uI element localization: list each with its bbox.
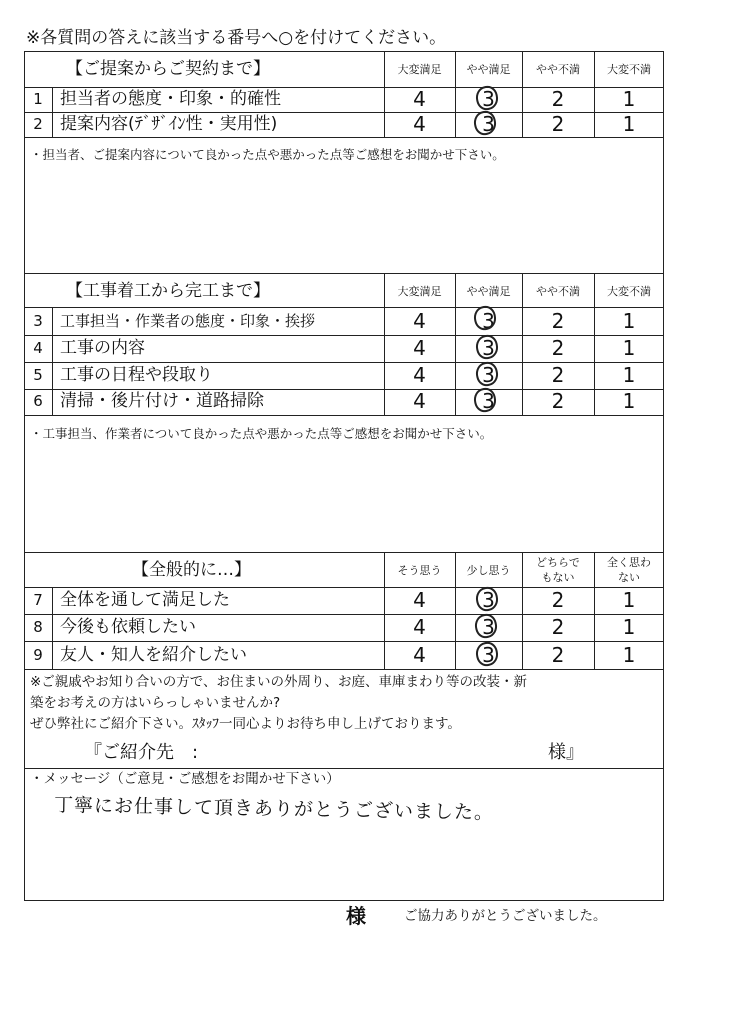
section2-comment-area[interactable]: [26, 446, 662, 549]
score-option-2[interactable]: 2: [551, 112, 565, 136]
section3-header-neutral-line2: もない: [541, 571, 575, 584]
referral-text-line2: 築をお考えの方はいらっしゃいませんか?: [30, 695, 281, 711]
section2-header-somewhat-dissatisfied: やや不満: [536, 285, 580, 298]
section3-title: 【全般的に…】: [132, 560, 251, 580]
footer-sama: 様: [346, 904, 366, 928]
score-option-1[interactable]: 1: [622, 363, 636, 387]
score-option-3[interactable]: 3: [482, 615, 495, 639]
section1-header-very-dissatisfied: 大変不満: [607, 63, 651, 76]
score-option-3[interactable]: 3: [482, 87, 495, 111]
score-option-1[interactable]: 1: [622, 87, 636, 111]
question-number: 6: [33, 392, 43, 410]
score-option-2[interactable]: 2: [551, 363, 565, 387]
score-option-2[interactable]: 2: [551, 588, 565, 612]
section3-header-disagree-line2: ない: [618, 571, 640, 584]
question-label: 友人・知人を紹介したい: [60, 645, 247, 665]
score-option-1[interactable]: 1: [622, 643, 636, 667]
question-label: 提案内容(ﾃﾞｻﾞｲﾝ性・実用性): [60, 114, 278, 134]
score-option-3[interactable]: 3: [482, 643, 495, 667]
score-option-4[interactable]: 4: [413, 363, 426, 387]
question-label: 全体を通して満足した: [60, 590, 230, 610]
score-option-4[interactable]: 4: [413, 643, 426, 667]
section3-header-agree: そう思う: [397, 564, 442, 577]
handwritten-message[interactable]: 丁寧にお仕事して頂きありがとうございました。: [53, 794, 495, 824]
referral-text-line1: ※ご親戚やお知り合いの方で、お住まいの外周り、お庭、車庫まわり等の改装・新: [30, 674, 528, 690]
score-option-1[interactable]: 1: [622, 336, 636, 360]
question-label: 清掃・後片付け・道路掃除: [60, 391, 264, 411]
referral-suffix: 様』: [548, 742, 584, 763]
referral-label: 『ご紹介先 :: [84, 742, 199, 763]
referral-text-line3: ぜひ弊社にご紹介下さい。ｽﾀｯﾌ一同心よりお待ち申し上げております。: [30, 716, 461, 732]
question-number: 8: [33, 618, 43, 636]
section3-header-somewhat-agree: 少し思う: [466, 564, 511, 577]
question-number: 5: [33, 366, 43, 384]
question-label: 工事担当・作業者の態度・印象・挨拶: [60, 312, 316, 330]
score-option-3[interactable]: 3: [482, 309, 495, 333]
question-label: 工事の日程や段取り: [60, 365, 213, 385]
section1-header-very-satisfied: 大変満足: [397, 63, 442, 76]
score-option-1[interactable]: 1: [622, 112, 636, 136]
question-label: 担当者の態度・印象・的確性: [60, 89, 281, 109]
question-number: 1: [33, 90, 43, 108]
section2-comment-prompt: ・工事担当、作業者について良かった点や悪かった点等ご感想をお聞かせ下さい。: [30, 426, 493, 441]
question-number: 4: [33, 339, 43, 357]
section3-header-neutral-line1: どちらで: [536, 556, 580, 569]
message-label: ・メッセージ（ご意見・ご感想をお聞かせ下さい）: [30, 771, 340, 787]
score-option-3[interactable]: 3: [482, 336, 495, 360]
score-option-2[interactable]: 2: [551, 389, 565, 413]
score-option-4[interactable]: 4: [413, 87, 426, 111]
question-number: 3: [33, 312, 43, 330]
section2-title: 【工事着工から完工まで】: [66, 281, 270, 301]
score-option-2[interactable]: 2: [551, 336, 565, 360]
question-number: 9: [33, 646, 43, 664]
score-option-4[interactable]: 4: [413, 615, 426, 639]
score-option-3[interactable]: 3: [482, 363, 495, 387]
footer-thanks: ご協力ありがとうございました。: [404, 908, 607, 924]
score-option-3[interactable]: 3: [482, 112, 495, 136]
score-option-1[interactable]: 1: [622, 389, 636, 413]
section2-header-somewhat-satisfied: やや満足: [466, 285, 511, 298]
section1-comment-area[interactable]: [26, 166, 662, 270]
score-option-4[interactable]: 4: [413, 309, 426, 333]
section1-title: 【ご提案からご契約まで】: [66, 59, 270, 79]
score-option-1[interactable]: 1: [622, 309, 636, 333]
score-option-4[interactable]: 4: [413, 336, 426, 360]
section1-header-somewhat-dissatisfied: やや不満: [536, 63, 580, 76]
score-option-2[interactable]: 2: [551, 87, 565, 111]
section1-header-somewhat-satisfied: やや満足: [466, 63, 511, 76]
section2-header-very-dissatisfied: 大変不満: [607, 285, 651, 298]
score-option-4[interactable]: 4: [413, 112, 426, 136]
score-option-2[interactable]: 2: [551, 615, 565, 639]
score-option-1[interactable]: 1: [622, 588, 636, 612]
section3-header-disagree-line1: 全く思わ: [607, 556, 651, 569]
score-option-4[interactable]: 4: [413, 588, 426, 612]
section1-comment-prompt: ・担当者、ご提案内容について良かった点や悪かった点等ご感想をお聞かせ下さい。: [30, 147, 505, 162]
referral-name-field[interactable]: [250, 740, 540, 766]
score-option-1[interactable]: 1: [622, 615, 636, 639]
score-option-3[interactable]: 3: [482, 588, 495, 612]
instruction-note: ※各質問の答えに該当する番号へ○を付けてください。: [26, 28, 447, 48]
question-number: 7: [33, 591, 43, 609]
question-number: 2: [33, 115, 43, 133]
section2-header-very-satisfied: 大変満足: [397, 285, 442, 298]
score-option-2[interactable]: 2: [551, 309, 565, 333]
score-option-3[interactable]: 3: [482, 389, 495, 413]
question-label: 工事の内容: [60, 338, 145, 358]
question-label: 今後も依頼したい: [60, 617, 196, 637]
score-option-4[interactable]: 4: [413, 389, 426, 413]
score-option-2[interactable]: 2: [551, 643, 565, 667]
